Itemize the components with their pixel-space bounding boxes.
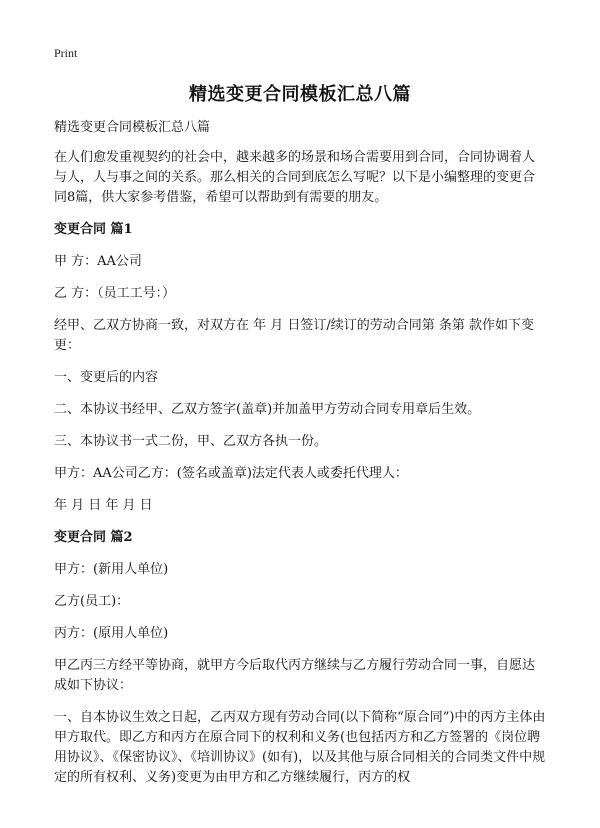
print-link[interactable]: Print [54,46,78,60]
clause-paragraph-1: 一、自本协议生效之日起，乙丙双方现有劳动合同(以下简称“原合同”)中的丙方主体由甲方取代。即乙方和丙方在原合同下的权利和义务(也包括丙方和乙方签署的《岗位聘用协议》、《保密协议》、《培训协议》(如有)，以及其他与原合同相关的合同类文件中规定的所有权利、义务)变更为由甲方和乙方继续履行，丙方的权 [54,710,546,785]
document-title: 精选变更合同模板汇总八篇 [189,84,411,105]
agreement-paragraph: 甲乙丙三方经平等协商，就甲方今后取代丙方继续与乙方履行劳动合同一事，自愿达成如下协议： [54,658,536,693]
section-heading-2: 变更合同 篇2 [54,530,133,545]
change-terms-paragraph: 经甲、乙双方协商一致，对双方在 年 月 日签订/续订的劳动合同第 条第 款作如下变更： [54,318,535,353]
party-c-line: 丙方：(原用人单位) [54,626,169,641]
document-body [54,118,546,788]
document-subtitle: 精选变更合同模板汇总八篇 [54,120,211,135]
intro-paragraph: 在人们愈发重视契约的社会中，越来越多的场景和场合需要用到合同，合同协调着人与人，人与事之间的关系。那么相关的合同到底怎么写呢？以下是小编整理的变更合同8篇，供大家参考借鉴，希望可以帮助到有需要的朋友。 [54,150,536,205]
section-heading-1: 变更合同 篇1 [54,222,133,237]
clause-3: 三、本协议书一式二份，甲、乙双方各执一份。 [54,434,328,449]
clause-1: 一、变更后的内容 [54,370,159,385]
party-a-line-2: 甲方：(新用人单位) [54,562,169,577]
clause-2: 二、本协议书经甲、乙双方签字(盖章)并加盖甲方劳动合同专用章后生效。 [54,402,481,417]
party-a-line: 甲 方：AA公司 [54,254,142,269]
party-b-line: 乙 方：（员工工号：） [54,286,176,301]
signature-line: 甲方：AA公司乙方：(签名或盖章)法定代表人或委托代理人： [54,466,408,481]
date-line: 年 月 日 年 月 日 [54,498,153,513]
party-b-line-2: 乙方(员工)： [54,594,130,609]
